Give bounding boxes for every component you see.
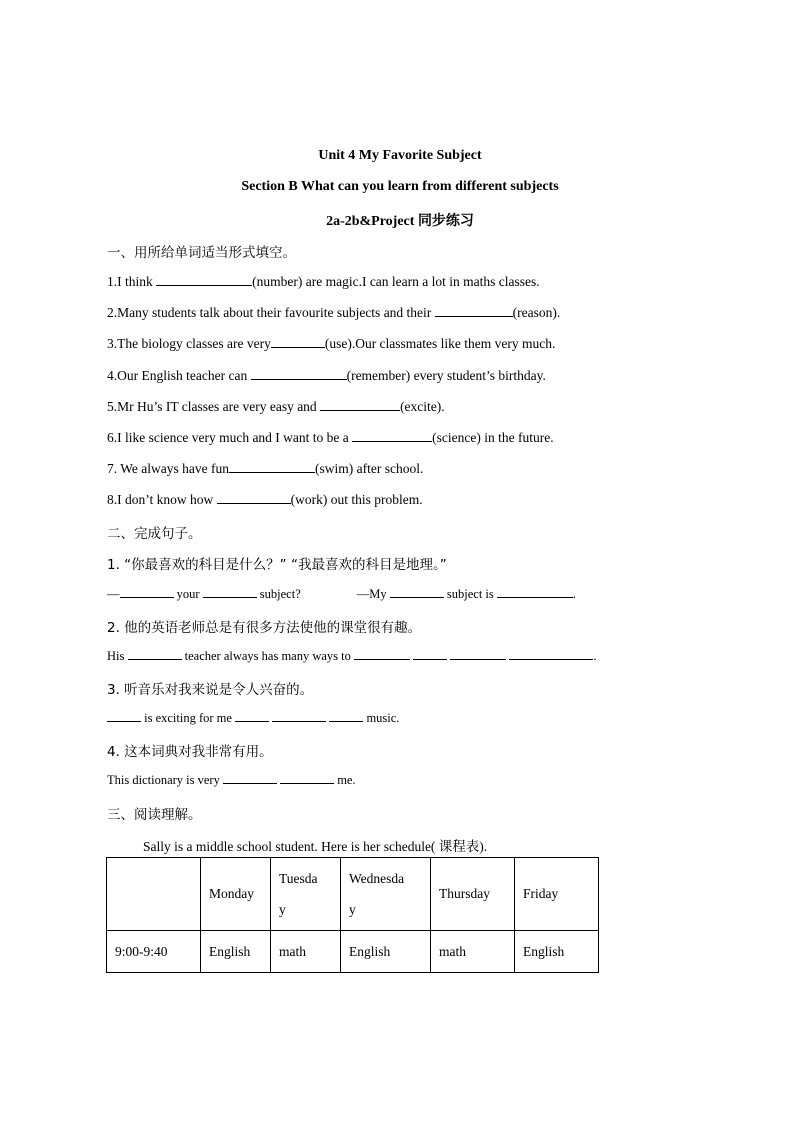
q2-text: His [107,649,128,663]
q1-text: your [173,587,203,601]
subject-cell: English [341,931,431,973]
answer-blank[interactable] [251,367,347,380]
subject-cell: English [515,931,599,973]
q2-text: . [593,649,597,663]
header-cell-thursday: Thursday [431,858,515,931]
q4-english [107,771,356,788]
fill-item-6 [107,429,554,446]
header-cell-tuesday: Tuesda y [271,858,341,931]
q3-text: music. [363,711,400,725]
q4-text: me. [334,773,356,787]
schedule-row [107,931,599,973]
answer-blank[interactable] [107,709,141,722]
item-text: 8.I don’t know how [107,492,217,507]
q4-chinese: 4. 这本词典对我非常有用。 [107,744,273,760]
q1-text: subject is [443,587,497,601]
fill-item-4 [107,367,546,384]
answer-blank[interactable] [329,709,363,722]
answer-blank[interactable] [497,585,573,598]
answer-blank[interactable] [271,335,325,348]
item-text: (number) are magic.I can learn a lot in maths classes. [252,274,540,289]
header-cell-wednesday: Wednesda y [341,858,431,931]
answer-blank[interactable] [229,460,315,473]
q4-text: This dictionary is very [107,773,223,787]
answer-blank[interactable] [280,771,334,784]
item-text: 3.The biology classes are very [107,336,271,351]
item-text: 6.I like science very much and I want to be a [107,430,353,445]
fill-item-7 [107,460,423,477]
answer-blank[interactable] [435,304,513,317]
subject-cell: math [271,931,341,973]
q2-text: teacher always has many ways to [181,649,355,663]
q2-english [107,647,597,664]
q2-chinese: 2. 他的英语老师总是有很多方法使他的课堂很有趣。 [107,620,422,636]
part1-heading: 一、用所给单词适当形式填空。 [107,245,296,261]
item-text: (science) in the future. [432,430,554,445]
answer-blank[interactable] [509,647,593,660]
q3-english [107,709,399,726]
q3-text: is exciting for me [141,711,236,725]
answer-blank[interactable] [272,709,326,722]
answer-blank[interactable] [128,647,182,660]
schedule-header-row [107,858,599,931]
unit-title: Unit 4 My Favorite Subject [318,148,482,163]
item-text: 1.I think [107,274,157,289]
answer-blank[interactable] [120,585,174,598]
subject-cell: math [431,931,515,973]
fill-item-1 [107,273,540,290]
answer-blank[interactable] [235,709,269,722]
answer-blank[interactable] [156,273,252,286]
q1-text: . [572,587,577,601]
q1-chinese: 1. “你最喜欢的科目是什么？” “我最喜欢的科目是地理。” [107,557,447,573]
item-text: (remember) every student’s birthday. [346,368,546,383]
header-cell-friday: Friday [515,858,599,931]
q1-english [107,585,576,602]
q3-chinese: 3. 听音乐对我来说是令人兴奋的。 [107,682,314,698]
item-text: (swim) after school. [315,461,424,476]
item-text: 5.Mr Hu’s IT classes are very easy and [107,399,321,414]
header-cell-monday: Monday [201,858,271,931]
item-text: 7. We always have fun [107,461,230,476]
fill-item-8 [107,491,423,508]
answer-blank[interactable] [352,429,432,442]
answer-blank[interactable] [320,398,400,411]
item-text: (reason). [512,305,561,320]
q1-text: subject? [256,587,301,601]
part3-heading: 三、阅读理解。 [107,807,202,823]
item-text: (excite). [400,399,445,414]
fill-item-3 [107,335,555,352]
answer-blank[interactable] [450,647,506,660]
reading-intro: Sally is a middle school student. Here is her schedule( 课程表). [143,839,488,854]
subject-cell: English [201,931,271,973]
item-text: 4.Our English teacher can [107,368,251,383]
fill-item-5 [107,398,445,415]
answer-blank[interactable] [217,491,291,504]
answer-blank[interactable] [354,647,410,660]
q1-text: —My [356,587,390,601]
part2-heading: 二、完成句子。 [107,526,202,542]
header-cell-time [107,858,201,931]
fill-item-2 [107,304,560,321]
section-title: Section B What can you learn from different subjects [241,179,559,194]
item-text: (use).Our classmates like them very much. [324,336,556,351]
practice-title: 2a-2b&Project 同步练习 [326,214,474,229]
q1-text: — [107,587,120,601]
answer-blank[interactable] [413,647,447,660]
answer-blank[interactable] [223,771,277,784]
time-cell: 9:00-9:40 [107,931,201,973]
answer-blank[interactable] [390,585,444,598]
answer-blank[interactable] [203,585,257,598]
item-text: (work) out this problem. [290,492,423,507]
schedule-table [106,857,599,973]
item-text: 2.Many students talk about their favourite subjects and their [107,305,435,320]
